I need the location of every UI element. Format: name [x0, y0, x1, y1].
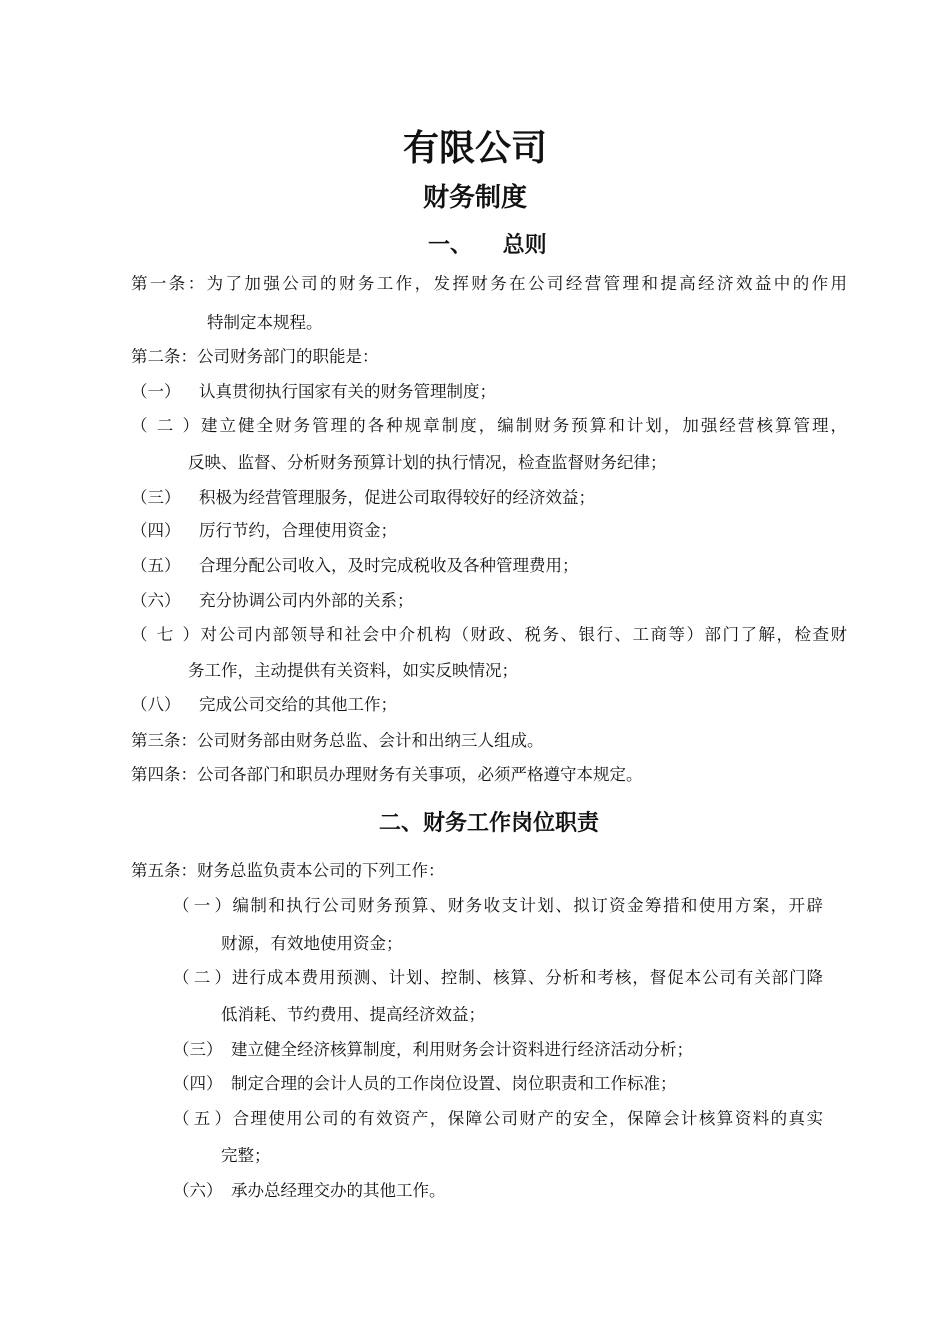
- list-item-text: 进行成本费用预测、计划、控制、核算、分析和考核，督促本公司有关部门降: [231, 968, 823, 987]
- section1-heading: 一、 总则: [428, 233, 547, 258]
- article3-line: [131, 730, 544, 752]
- document-title: 有限公司: [402, 128, 547, 169]
- list-item-number: （三）: [173, 1040, 223, 1059]
- list-item-number: （一）: [173, 896, 231, 915]
- article2-text: 公司财务部门的职能是：: [197, 347, 379, 366]
- list-item: [173, 967, 823, 989]
- list-item: [173, 1039, 693, 1061]
- list-item-number: （六）: [173, 1181, 223, 1200]
- list-item-text: 合理分配公司收入，及时完成税收及各种管理费用；: [199, 556, 579, 575]
- list-item-number: （二）: [173, 968, 231, 987]
- article5-label: 第五条：: [131, 861, 197, 880]
- article3-text: 公司财务部由财务总监、会计和出纳三人组成。: [197, 731, 544, 750]
- section2-heading: 二、财务工作岗位职责: [378, 811, 599, 836]
- list-item-number: （二）: [131, 416, 199, 435]
- list-item-text: 对公司内部领导和社会中介机构（财政、税务、银行、工商等）部门了解，检查财: [199, 625, 847, 644]
- list-item-text: 完成公司交给的其他工作；: [199, 695, 397, 714]
- list-item: [173, 1180, 446, 1202]
- list-item-number: （六）: [131, 591, 181, 610]
- list-item-text: 编制和执行公司财务预算、财务收支计划、拟订资金筹措和使用方案，开辟: [231, 896, 823, 915]
- list-item: [131, 520, 397, 542]
- article1-line: [131, 273, 847, 295]
- article1-label: 第一条：: [131, 274, 207, 293]
- list-item-text: 建立健全财务管理的各种规章制度，编制财务预算和计划，加强经营核算管理，: [199, 416, 847, 435]
- list-item-number: （三）: [131, 488, 181, 507]
- list-item: [173, 895, 823, 917]
- article5-line: [131, 860, 445, 882]
- list-item: [131, 694, 397, 716]
- list-item-number: （一）: [131, 382, 181, 401]
- article2-line: [131, 346, 379, 368]
- article5-text: 财务总监负责本公司的下列工作：: [197, 861, 445, 880]
- list-item: [131, 555, 579, 577]
- list-item-number: （五）: [131, 556, 181, 575]
- list-item-text: 制定合理的会计人员的工作岗位设置、岗位职责和工作标准；: [231, 1074, 677, 1093]
- article4-label: 第四条：: [131, 765, 197, 784]
- list-item-text: 合理使用公司的有效资产，保障公司财产的安全，保障会计核算资料的真实: [231, 1109, 823, 1128]
- list-item-text: 承办总经理交办的其他工作。: [231, 1181, 446, 1200]
- list-item-continuation: 完整；: [221, 1146, 271, 1165]
- list-item-text: 认真贯彻执行国家有关的财务管理制度；: [199, 382, 496, 401]
- list-item-text: 积极为经营管理服务，促进公司取得较好的经济效益；: [199, 488, 595, 507]
- list-item-number: （七）: [131, 625, 199, 644]
- list-item: [173, 1073, 677, 1095]
- list-item-text: 建立健全经济核算制度，利用财务会计资料进行经济活动分析；: [231, 1040, 693, 1059]
- list-item-text: 充分协调公司内外部的关系；: [199, 591, 414, 610]
- list-item-continuation: 低消耗、节约费用、提高经济效益；: [221, 1005, 485, 1024]
- article2-label: 第二条：: [131, 347, 197, 366]
- article3-label: 第三条：: [131, 731, 197, 750]
- list-item-number: （五）: [173, 1109, 231, 1128]
- list-item-text: 厉行节约，合理使用资金；: [199, 521, 397, 540]
- article4-text: 公司各部门和职员办理财务有关事项，必须严格遵守本规定。: [197, 765, 643, 784]
- document-subtitle: 财务制度: [422, 183, 527, 213]
- list-item: [131, 590, 414, 612]
- list-item-number: （八）: [131, 695, 181, 714]
- article1-continuation: 特制定本规程。: [207, 313, 323, 332]
- article1-text: 为了加强公司的财务工作，发挥财务在公司经营管理和提高经济效益中的作用: [206, 274, 848, 293]
- list-item-continuation: 财源，有效地使用资金；: [221, 934, 403, 953]
- list-item-continuation: 务工作，主动提供有关资料，如实反映情况；: [188, 661, 518, 680]
- list-item: [131, 487, 595, 509]
- list-item: [173, 1108, 823, 1130]
- list-item: [131, 381, 496, 403]
- list-item: [131, 415, 847, 437]
- article4-line: [131, 764, 643, 786]
- list-item-number: （四）: [173, 1074, 223, 1093]
- list-item: [131, 624, 847, 646]
- list-item-number: （四）: [131, 521, 181, 540]
- list-item-continuation: 反映、监督、分析财务预算计划的执行情况，检查监督财务纪律；: [188, 453, 667, 472]
